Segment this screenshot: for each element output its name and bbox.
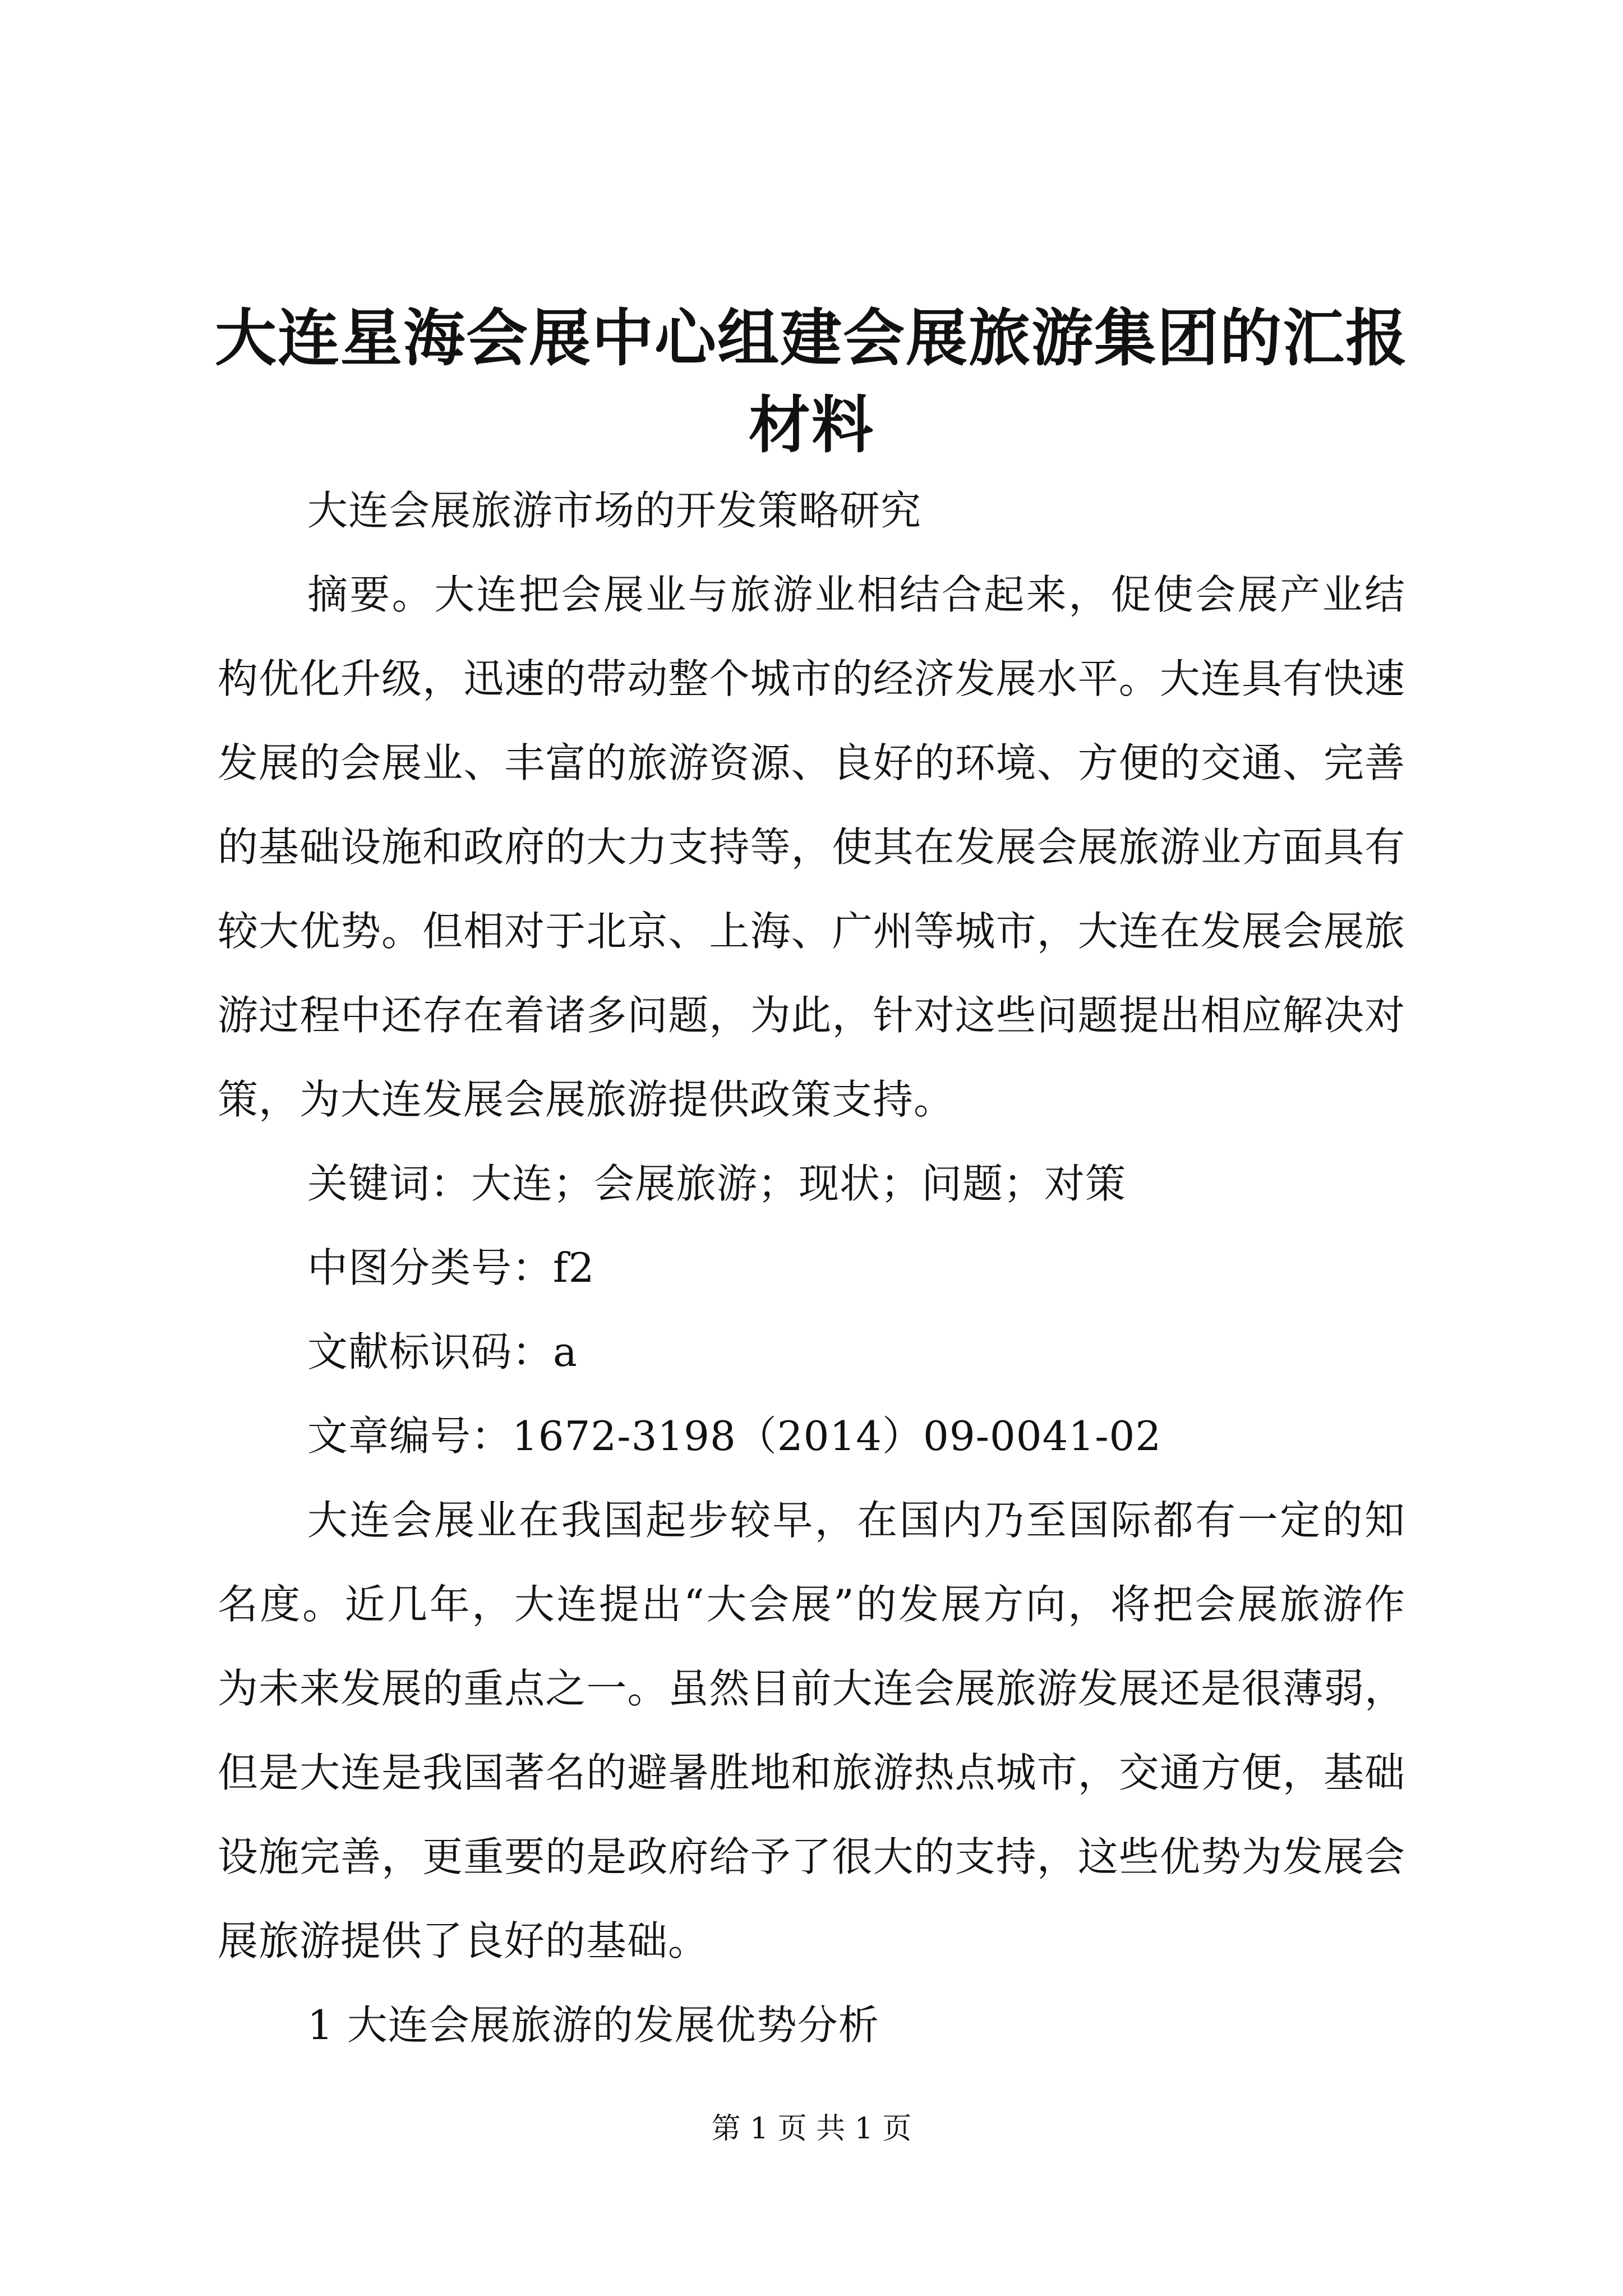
- paragraph-keywords: 关键词：大连；会展旅游；现状；问题；对策: [307, 1160, 1127, 1207]
- paragraph-article-number: 文章编号：1672-3198（2014）09-0041-02: [307, 1412, 1162, 1460]
- page-footer: 第 1 页 共 1 页: [711, 2112, 912, 2146]
- paragraph-subtitle: 大连会展旅游市场的开发策略研究: [307, 487, 922, 534]
- paragraph-document-code: 文献标识码：a: [307, 1328, 578, 1375]
- paragraph-abstract: 摘要。大连把会展业与旅游业相结合起来，促使会展产业结构优化升级，迅速的带动整个城市的经济发展水平。大连具有快速发展的会展业、丰富的旅游资源、良好的环境、方便的交通、完善的基础设施和政府的大力支持等，使其在发展会展旅游业方面具有较大优势。但相对于北京、上海、广州等城市，大连在发展会展旅游过程中还存在着诸多问题，为此，针对这些问题提出相应解决对策，为大连发展会展旅游提供政策支持。: [218, 571, 1405, 1123]
- document-body: [218, 468, 1405, 2067]
- document-title: 大连星海会展中心组建会展旅游集团的汇报材料: [215, 302, 1408, 461]
- paragraph-introduction: 大连会展业在我国起步较早，在国内乃至国际都有一定的知名度。近几年，大连提出“大会展”的发展方向，将把会展旅游作为未来发展的重点之一。虽然目前大连会展旅游发展还是很薄弱，但是大连是我国著名的避暑胜地和旅游热点城市，交通方便，基础设施完善，更重要的是政府给予了很大的支持，这些优势为发展会展旅游提供了良好的基础。: [218, 1497, 1405, 1964]
- paragraph-classification-number: 中图分类号：f2: [307, 1244, 595, 1291]
- section-heading: 1 大连会展旅游的发展优势分析: [307, 2001, 879, 2049]
